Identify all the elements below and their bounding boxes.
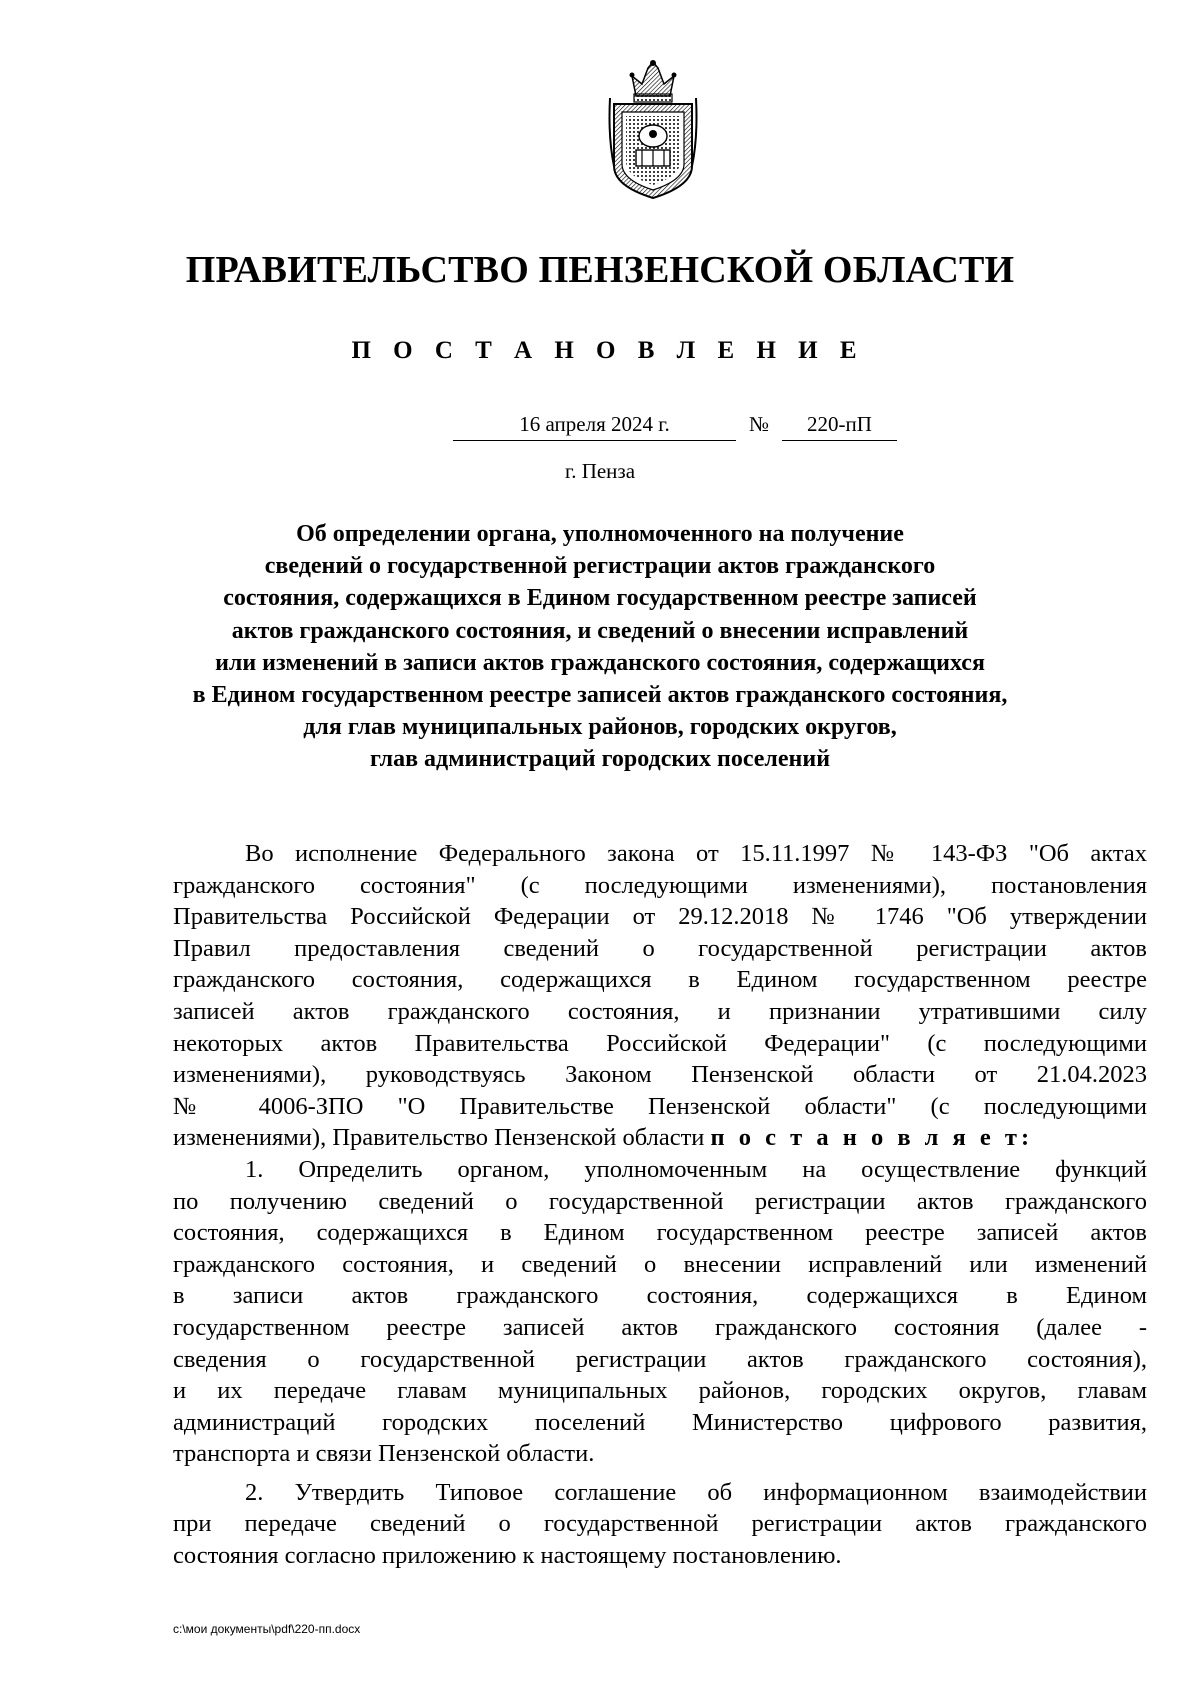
- body-line: состояния согласно приложению к настоящему постановлению.: [173, 1542, 842, 1570]
- item-1-paragraph: [173, 1154, 1147, 1470]
- subject-line: актов гражданского состояния, и сведений о внесении исправлений: [231, 617, 969, 644]
- organization-title: ПРАВИТЕЛЬСТВО ПЕНЗЕНСКОЙ ОБЛАСТИ: [185, 249, 1015, 291]
- body-line: и их передаче главам муниципальных районов, городских округов, главам: [173, 1377, 1147, 1405]
- document-date: 16 апреля 2024 г.: [453, 412, 736, 441]
- body-line: сведения о государственной регистрации актов гражданского состояния),: [173, 1345, 1147, 1373]
- body-line: по получению сведений о государственной регистрации актов гражданского: [173, 1187, 1147, 1215]
- subject-line: в Едином государственном реестре записей актов гражданского состояния,: [192, 682, 1008, 709]
- body-line: 2. Утвердить Типовое соглашение об информационном взаимодействии: [245, 1478, 1147, 1506]
- file-path-footer: c:\мои документы\pdf\220-пп.docx: [173, 1622, 361, 1636]
- subject-line: Об определении органа, уполномоченного на получение: [296, 521, 904, 547]
- body-line: № 4006-ЗПО "О Правительстве Пензенской области" (с последующими: [173, 1092, 1147, 1120]
- subject-line: или изменений в записи актов гражданского состояния, содержащихся: [215, 649, 985, 676]
- number-sign: №: [749, 412, 770, 436]
- preamble-last-text: изменениями), Правительство Пензенской области: [173, 1124, 711, 1152]
- body-line: гражданского состояния, содержащихся в Едином государственном реестре: [173, 966, 1147, 994]
- body-line: администраций городских поселений Министерство цифрового развития,: [173, 1408, 1147, 1436]
- body-line: [173, 1122, 1147, 1154]
- document-number: 220-пП: [782, 412, 897, 441]
- body-line: 1. Определить органом, уполномоченным на осуществление функций: [245, 1155, 1147, 1183]
- subject-line: для глав муниципальных районов, городских округов,: [303, 714, 897, 741]
- document-type: П О С Т А Н О В Л Е Н И Е: [351, 337, 865, 364]
- item-2-paragraph: [173, 1477, 1147, 1572]
- coat-of-arms-icon: [608, 58, 698, 200]
- preamble-paragraph: [173, 838, 1147, 1154]
- body-line: изменениями), руководствуясь Законом Пензенской области от 21.04.2023: [173, 1061, 1147, 1089]
- body-line: состояния, содержащихся в Едином государственном реестре записей актов: [173, 1219, 1147, 1247]
- body-line: гражданского состояния, и сведений о внесении исправлений или изменений: [173, 1250, 1147, 1278]
- body-line: в записи актов гражданского состояния, содержащихся в Едином: [173, 1282, 1147, 1310]
- body-line: Во исполнение Федерального закона от 15.11.1997 № 143-ФЗ "Об актах: [245, 840, 1147, 867]
- subject-line: глав администраций городских поселений: [369, 746, 831, 773]
- body-line: некоторых актов Правительства Российской Федерации" (с последующими: [173, 1029, 1147, 1057]
- body-line: при передаче сведений о государственной регистрации актов гражданского: [173, 1510, 1147, 1538]
- body-line: Правил предоставления сведений о государственной регистрации актов: [173, 934, 1147, 962]
- document-body: [173, 838, 1147, 1572]
- body-line: Правительства Российской Федерации от 29.12.2018 № 1746 "Об утверждении: [173, 903, 1147, 931]
- subject-line: состояния, содержащихся в Едином государственном реестре записей: [223, 585, 977, 612]
- decree-word: п о с т а н о в л я е т:: [710, 1124, 1034, 1152]
- body-line: записей актов гражданского состояния, и признании утратившими силу: [173, 997, 1147, 1025]
- document-city: г. Пенза: [564, 459, 636, 483]
- subject-line: сведений о государственной регистрации актов гражданского: [264, 553, 936, 580]
- body-line: государственном реестре записей актов гражданского состояния (далее -: [173, 1313, 1147, 1341]
- document-subject: [0, 518, 1200, 776]
- body-line: гражданского состояния" (с последующими изменениями), постановления: [173, 871, 1147, 899]
- body-line: транспорта и связи Пензенской области.: [173, 1440, 595, 1468]
